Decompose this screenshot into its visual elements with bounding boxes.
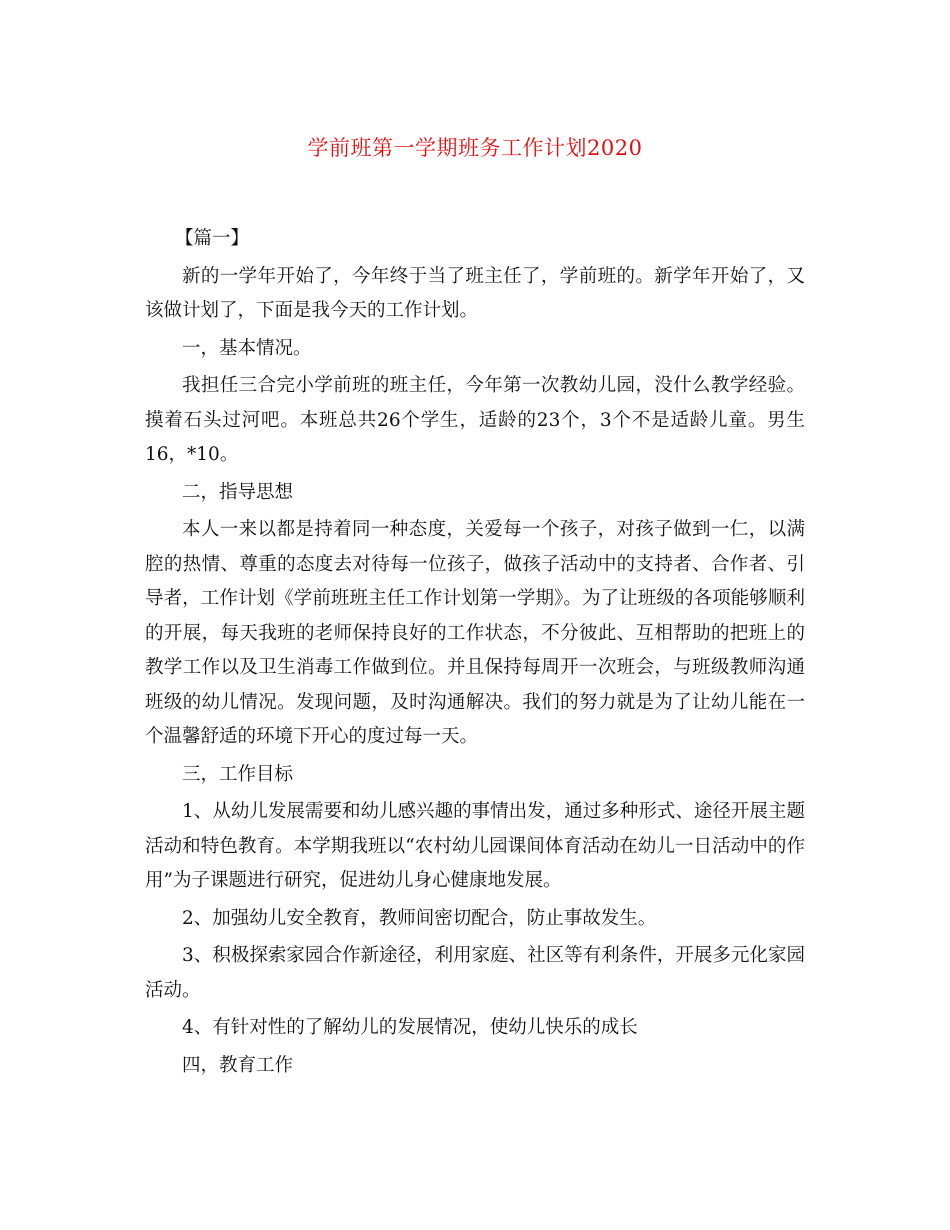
goal-item: 4、有针对性的了解幼儿的发展情况，使幼儿快乐的成长 — [182, 1017, 638, 1038]
goal-item: 1、从幼儿发展需要和幼儿感兴趣的事情出发，通过多种形式、途径开展主题活动和特色教育。本学期我班以“农村幼儿园课间体育活动在幼儿一日活动中的作用”为子课题进行研究，促进幼儿身心健康地发展。 — [145, 801, 805, 891]
guiding-thought-paragraph: 本人一来以都是持着同一种态度，关爱每一个孩子，对孩子做到一仁，以满腔的热情、尊重的态度去对待每一位孩子，做孩子活动中的支持者、合作者、引导者，工作计划《学前班班主任工作计划第一学期》。为了让班级的各项能够顺利的开展，每天我班的老师保持良好的工作状态，不分彼此、互相帮助的把班上的教学工作以及卫生消毒工作做到位。并且保持每周开一次班会，与班级教师沟通班级的幼儿情况。发现问题，及时沟通解决。我们的努力就是为了让幼儿能在一个温馨舒适的环境下开心的度过每一天。 — [145, 519, 805, 747]
heading-basic-situation: 一，基本情况。 — [182, 337, 312, 359]
goal-item: 3、积极探索家园合作新途径，利用家庭、社区等有利条件，开展多元化家园活动。 — [145, 945, 805, 1001]
section-tag: 【篇一】 — [175, 228, 250, 249]
goal-item: 2、加强幼儿安全教育，教师间密切配合，防止事故发生。 — [182, 907, 657, 929]
heading-guiding-thought: 二，指导思想 — [182, 481, 294, 503]
heading-education-work: 四，教育工作 — [182, 1054, 294, 1076]
intro-paragraph: 新的一学年开始了，今年终于当了班主任了，学前班的。新学年开始了，又该做计划了，下面是我今天的工作计划。 — [145, 265, 805, 321]
basic-situation-paragraph: 我担任三合完小学前班的班主任，今年第一次教幼儿园，没什么教学经验。摸着石头过河吧。本班总共26个学生，适龄的23个，3个不是适龄儿童。男生16，*10。 — [145, 375, 805, 465]
document-body — [145, 222, 805, 1086]
heading-work-goals: 三，工作目标 — [182, 763, 294, 785]
document-title: 学前班第一学期班务工作计划2020 — [307, 136, 643, 160]
